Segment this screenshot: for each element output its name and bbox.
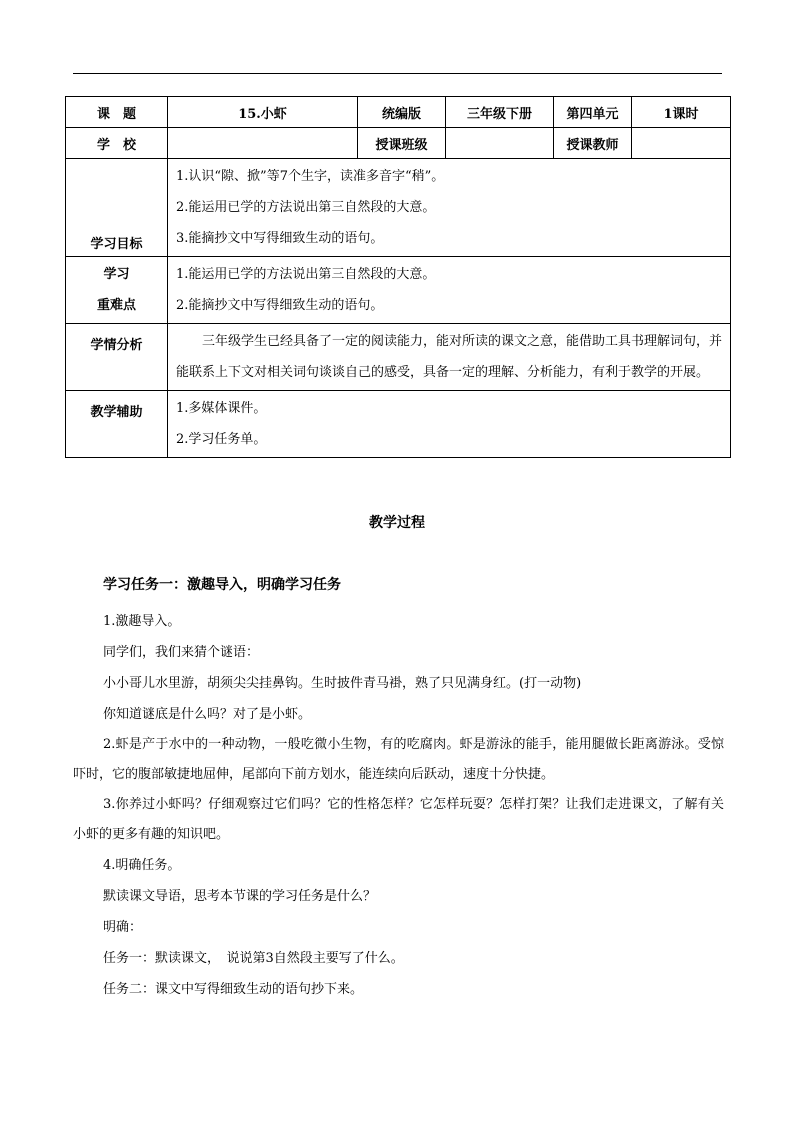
- paragraph: 你知道谜底是什么吗？对了是小虾。: [103, 707, 312, 722]
- table-row-analysis: [66, 324, 731, 391]
- teacher-value[interactable]: [632, 128, 731, 159]
- school-value[interactable]: [168, 128, 358, 159]
- table-row-school: [66, 128, 731, 159]
- teacher-label: 授课教师: [554, 128, 632, 159]
- list-item: 1.能运用已学的方法说出第三自然段的大意。: [176, 267, 436, 282]
- list-item: 3.能摘抄文中写得细致生动的语句。: [176, 231, 384, 246]
- process-title: 教学过程: [369, 515, 425, 531]
- edition: 统编版: [358, 97, 446, 128]
- grade: 三年级下册: [446, 97, 554, 128]
- key-points-cell: [168, 257, 731, 324]
- objectives-label: 学习目标: [66, 159, 168, 257]
- paragraph: 任务二：课文中写得细致生动的语句抄下来。: [103, 982, 364, 997]
- paragraph: 任务一：默读课文， 说说第3自然段主要写了什么。: [103, 951, 404, 966]
- aids-cell: [168, 391, 731, 458]
- list-item: 2.学习任务单。: [176, 432, 267, 447]
- paragraph: 3.你养过小虾吗？仔细观察过它们吗？它的性格怎样？它怎样玩耍？怎样打架？让我们走进课文，了解有关小虾的更多有趣的知识吧。: [73, 797, 724, 842]
- class-hours: 1课时: [632, 97, 731, 128]
- paragraph: 同学们，我们来猜个谜语：: [103, 645, 260, 660]
- paragraph: 1.激趣导入。: [103, 614, 181, 629]
- analysis-cell: [168, 324, 731, 391]
- list-item: 2.能运用已学的方法说出第三自然段的大意。: [176, 200, 436, 215]
- table-row-course: [66, 97, 731, 128]
- class-value[interactable]: [446, 128, 554, 159]
- analysis-text: 三年级学生已经具备了一定的阅读能力，能对所读的课文之意，能借助工具书理解词句，并能联系上下文对相关词句谈谈自己的感受，具备一定的理解、分析能力，有利于教学的开展。: [176, 334, 723, 380]
- key-points-label-line2: 重难点: [96, 298, 136, 313]
- header-rule: [73, 73, 722, 74]
- lesson-title: 15.小虾: [168, 97, 358, 128]
- objectives-cell: [168, 159, 731, 257]
- process-body: [73, 574, 724, 1005]
- school-label: 学 校: [66, 128, 168, 159]
- list-item: 1.认识“隙、掀”等7个生字，读准多音字“稍”。: [176, 169, 445, 184]
- paragraph: 小小哥儿水里游，胡须尖尖挂鼻钩。生时披件青马褂，熟了只见满身红。(打一动物): [103, 676, 582, 691]
- aids-label: 教学辅助: [66, 391, 168, 458]
- table-row-objectives: [66, 159, 731, 257]
- course-label: 课 题: [66, 97, 168, 128]
- analysis-label: 学情分析: [66, 324, 168, 391]
- key-points-label-line1: 学习: [103, 267, 130, 282]
- table-row-aids: [66, 391, 731, 458]
- table-row-key-points: [66, 257, 731, 324]
- task1-heading: 学习任务一：激趣导入，明确学习任务: [103, 577, 341, 593]
- key-points-label: [66, 257, 168, 324]
- unit: 第四单元: [554, 97, 632, 128]
- lesson-info-table: [65, 96, 731, 458]
- paragraph: 4.明确任务。: [103, 858, 181, 873]
- list-item: 2.能摘抄文中写得细致生动的语句。: [176, 298, 384, 313]
- paragraph: 明确：: [103, 920, 143, 935]
- class-label: 授课班级: [358, 128, 446, 159]
- list-item: 1.多媒体课件。: [176, 401, 267, 416]
- paragraph: 默读课文导语，思考本节课的学习任务是什么？: [103, 889, 377, 904]
- paragraph: 2.虾是产于水中的一种动物，一般吃微小生物，有的吃腐肉。虾是游泳的能手，能用腿做长距离游泳。受惊吓时，它的腹部敏捷地屈伸，尾部向下前方划水，能连续向后跃动，速度十分快捷。: [73, 737, 724, 782]
